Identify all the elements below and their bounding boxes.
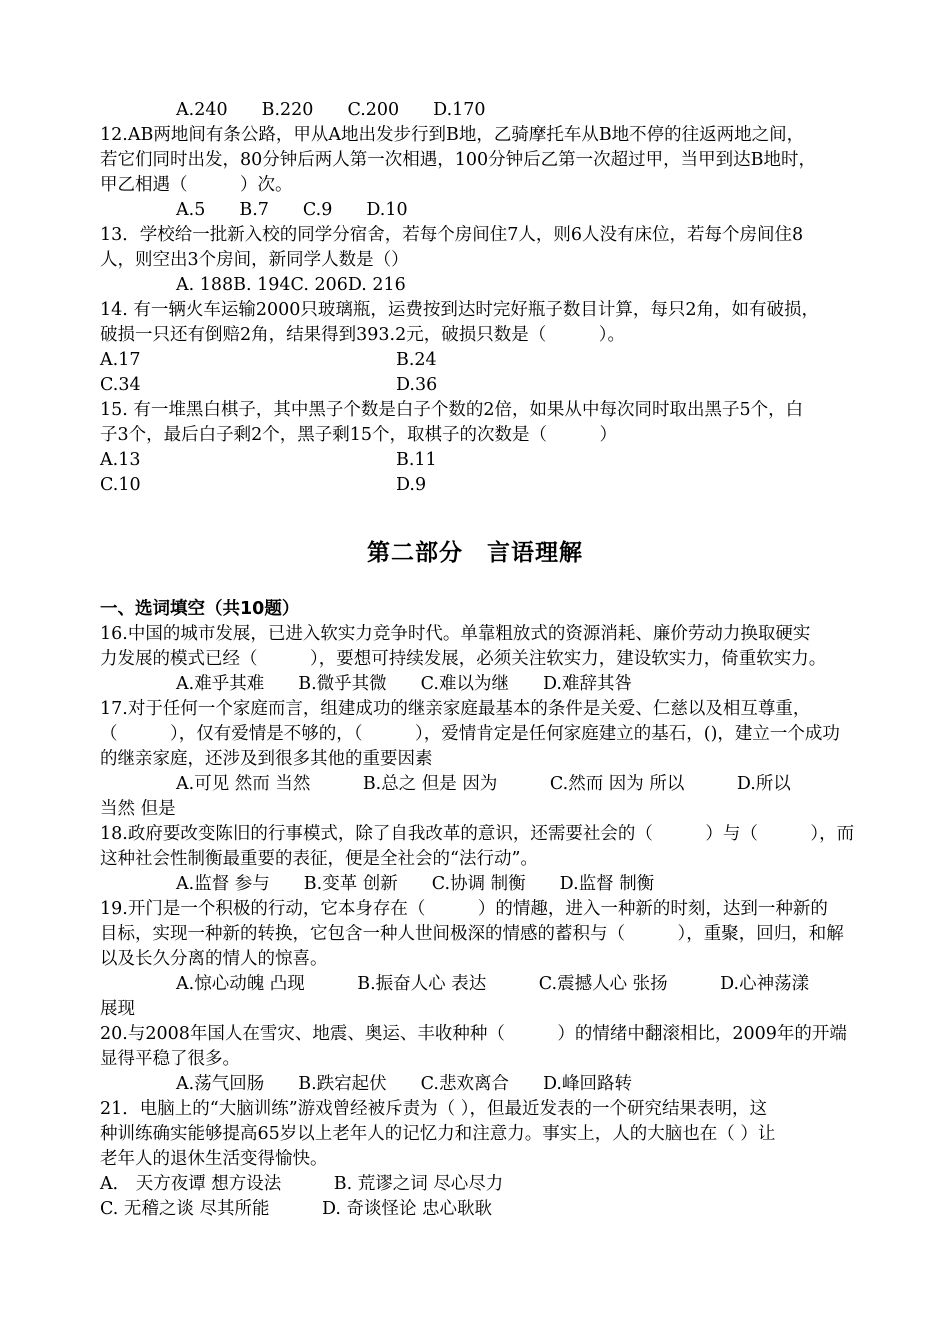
q15-line-1: 15. 有一堆黑白棋子，其中黑子个数是白子个数的2倍，如果从中每次同时取出黑子5个，白 (100, 400, 804, 420)
q16-options (176, 672, 666, 696)
option-c: C.悲欢离合 (420, 1074, 509, 1094)
section-heading: 一、选词填空（共10题） (100, 599, 300, 619)
option-c: C.难以为继 (420, 674, 509, 694)
option-a: A.荡气回肠 (176, 1074, 265, 1094)
option-a: A.难乎其难 (176, 674, 265, 694)
q13-line-2: 人，则空出3个房间，新同学人数是（） (100, 250, 409, 270)
option-a: A.监督 参与 (176, 874, 270, 894)
option-d: D.10 (366, 200, 408, 220)
q14-line-2: 破损一只还有倒赔2角，结果得到393.2元，破损只数是（ ）。 (100, 325, 625, 345)
option-a: A.240 (176, 100, 228, 120)
option-c: C.9 (302, 200, 333, 220)
q17-options: A.可见 然而 当然 B.总之 但是 因为 C.然而 因为 所以 D.所以 (176, 774, 791, 794)
q19-options-cont: 展现 (100, 999, 135, 1019)
option-d: D.峰回路转 (542, 1074, 632, 1094)
option-c: C.200 (347, 100, 400, 120)
q18-line-2: 这种社会性制衡最重要的表征，便是全社会的“法行动”。 (100, 849, 538, 869)
option-c: C.协调 制衡 (431, 874, 526, 894)
q13-options: A. 188B. 194C. 206D. 216 (176, 275, 406, 295)
option-b: B.跌宕起伏 (298, 1074, 387, 1094)
q21-line-2: 种训练确实能够提高65岁以上老年人的记忆力和注意力。事实上，人的大脑也在（ ）让 (100, 1124, 776, 1144)
option-d: D.监督 制衡 (559, 874, 655, 894)
q16-line-2: 力发展的模式已经（ ），要想可持续发展，必须关注软实力，建设软实力，倚重软实力。 (100, 649, 827, 669)
q14-option-b: B.24 (396, 350, 437, 370)
q15-line-2: 子3个，最后白子剩2个，黑子剩15个，取棋子的次数是（ ） (100, 425, 618, 445)
q12-line-2: 若它们同时出发，80分钟后两人第一次相遇，100分钟后乙第一次超过甲，当甲到达B地时， (100, 150, 817, 170)
option-b: B.220 (261, 100, 314, 120)
q11-options (176, 98, 520, 122)
q15-option-d: D.9 (396, 475, 427, 495)
q17-options-cont: 当然 但是 (100, 799, 176, 819)
q15-option-b: B.11 (396, 450, 437, 470)
q12-line-3: 甲乙相遇（ ）次。 (100, 175, 293, 195)
q14-option-d: D.36 (396, 375, 438, 395)
option-d: D.170 (433, 100, 486, 120)
q19-options: A.惊心动魄 凸现 B.振奋人心 表达 C.震撼人心 张扬 D.心神荡漾 (176, 974, 810, 994)
q18-options (176, 872, 688, 896)
option-a: A.5 (176, 200, 206, 220)
q19-line-1: 19.开门是一个积极的行动，它本身存在（ ）的情趣，进入一种新的时刻，达到一种新的 (100, 899, 828, 919)
q21-line-1: 21．电脑上的“大脑训练”游戏曾经被斥责为（ ），但最近发表的一个研究结果表明，这 (100, 1099, 767, 1119)
q20-options (176, 1072, 666, 1096)
q17-line-2: （ ），仅有爱情是不够的，（ ），爱情肯定是任何家庭建立的基石，()，建立一个成功 (100, 724, 840, 744)
q17-line-1: 17.对于任何一个家庭而言，组建成功的继亲家庭最基本的条件是关爱、仁慈以及相互尊重， (100, 699, 811, 719)
q21-options-cd: C. 无稽之谈 尽其所能 D. 奇谈怪论 忠心耿耿 (100, 1199, 493, 1219)
q14-option-a: A.17 (100, 350, 141, 370)
part-title: 第二部分 言语理解 (367, 540, 583, 566)
q12-options (176, 198, 442, 222)
q13-line-1: 13．学校给一批新入校的同学分宿舍，若每个房间住7人，则6人没有床位，若每个房间住8 (100, 225, 804, 245)
q17-line-3: 的继亲家庭，还涉及到很多其他的重要因素 (100, 749, 433, 769)
q15-option-c: C.10 (100, 475, 141, 495)
option-d: D.难辞其咎 (542, 674, 632, 694)
q19-line-2: 目标，实现一种新的转换，它包含一种人世间极深的情感的蓄积与（ ），重聚，回归，和解 (100, 924, 844, 944)
q12-line-1: 12.AB两地间有条公路，甲从A地出发步行到B地，乙骑摩托车从B地不停的往返两地之间， (100, 125, 805, 145)
q20-line-2: 显得平稳了很多。 (100, 1049, 240, 1069)
q18-line-1: 18.政府要改变陈旧的行事模式，除了自我改革的意识，还需要社会的（ ）与（ ），而 (100, 824, 855, 844)
q19-line-3: 以及长久分离的情人的惊喜。 (100, 949, 328, 969)
q21-options-ab: A． 天方夜谭 想方设法 B. 荒谬之词 尽心尽力 (100, 1174, 504, 1194)
option-b: B.微乎其微 (298, 674, 387, 694)
q14-option-c: C.34 (100, 375, 141, 395)
q15-option-a: A.13 (100, 450, 141, 470)
q16-line-1: 16.中国的城市发展，已进入软实力竞争时代。单靠粗放式的资源消耗、廉价劳动力换取硬实 (100, 624, 811, 644)
q14-line-1: 14. 有一辆火车运输2000只玻璃瓶，运费按到达时完好瓶子数目计算，每只2角，如有破损， (100, 300, 820, 320)
q21-line-3: 老年人的退休生活变得愉快。 (100, 1149, 328, 1169)
option-b: B.7 (239, 200, 269, 220)
q20-line-1: 20.与2008年国人在雪灾、地震、奥运、丰收种种（ ）的情绪中翻滚相比，2009年的开端 (100, 1024, 847, 1044)
option-b: B.变革 创新 (303, 874, 398, 894)
